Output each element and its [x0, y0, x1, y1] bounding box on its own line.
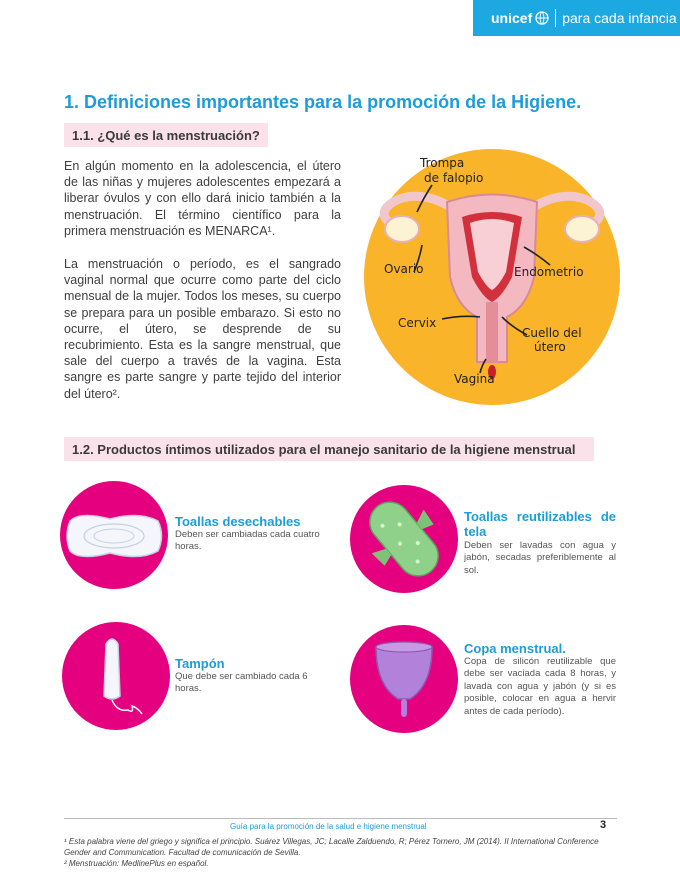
brand-name: unicef: [491, 10, 533, 26]
product-desc: Deben ser lavadas con agua y jabón, secadas preferiblemente al sol.: [464, 540, 616, 576]
right-ovary: [565, 216, 599, 242]
banner-separator: [555, 9, 556, 27]
label-endometrio: Endometrio: [514, 265, 584, 279]
disposable-pad-image: [60, 481, 168, 589]
page-number: 3: [600, 819, 607, 831]
tampon-icon: [62, 622, 170, 730]
footnotes: [64, 836, 620, 869]
uterus-diagram: [362, 147, 622, 407]
product-title: Copa menstrual.: [464, 641, 566, 656]
footnote-2: ² Menstruación: MedlinePlus en español.: [64, 859, 209, 868]
tagline: para cada infancia: [562, 10, 677, 26]
pad-icon: [60, 481, 168, 589]
tampon-image: [62, 622, 170, 730]
subsection-title: 1.2. Productos íntimos utilizados para el manejo sanitario de la higiene menstrual: [72, 441, 576, 457]
product-desc: Copa de silicón reutilizable que debe ser vaciada cada 8 horas, y lavada con agua y jabón (y si es posible, colocar en agua a hervir antes de cada período).: [464, 656, 616, 717]
unicef-logo: [491, 10, 549, 26]
product-title: Toallas reutilizables de tela: [464, 509, 616, 539]
paragraph-2: La menstruación o período, es el sangrado vaginal normal que ocurre como parte del ciclo mensual de la mujer. Todos los meses, su cuerpo se prepara para un posible embarazo. Si esto no ocurre, el útero, se desprende de su recubrimiento. Esta es la sangre menstrual, que sale del cuerpo a través de la vagina. Esta sangre es parte sangre y parte tejido del interior del útero².: [64, 257, 341, 401]
reusable-pad-image: [350, 485, 458, 593]
label-cuello-2: útero: [534, 340, 566, 354]
unicef-banner: [473, 0, 680, 36]
subsection-header-menstruacion: [64, 123, 268, 147]
footer-divider: [64, 818, 617, 819]
menstrual-cup-image: [350, 625, 458, 733]
label-cervix: Cervix: [398, 316, 437, 330]
subsection-title: 1.1. ¿Qué es la menstruación?: [72, 127, 260, 143]
product-title: Toallas desechables: [175, 514, 301, 529]
cloth-pad-icon: [350, 485, 458, 593]
left-ovary: [385, 216, 419, 242]
label-cuello-1: Cuello del: [522, 326, 582, 340]
cup-icon: [350, 625, 458, 733]
product-desc: Deben ser cambiadas cada cuatro horas.: [175, 529, 320, 553]
label-trompa-2: de falopio: [424, 171, 484, 185]
cervical-canal: [486, 302, 498, 362]
label-vagina: Vagina: [454, 372, 495, 386]
product-desc: Que debe ser cambiado cada 6 horas.: [175, 671, 308, 695]
globe-icon: [535, 11, 549, 25]
paragraph-1: En algún momento en la adolescencia, el útero de las niñas y mujeres adolescentes empezará a liberar óvulos y con ello dará inicio también a la menstruación. El término científico para la primera menstruación es MENARCA¹.: [64, 159, 341, 238]
footnote-1: ¹ Esta palabra viene del griego y significa el principio. Suárez Villegas, JC; Lacalle Zalduendo, R; Pérez Tornero, JM (2014). II International Conference Gender and Communication. Facultad de comunicación de Sevilla.: [64, 837, 599, 857]
label-ovario: Ovario: [384, 262, 424, 276]
product-title: Tampón: [175, 656, 225, 671]
label-trompa-1: Trompa: [420, 156, 465, 170]
page-title: 1. Definiciones importantes para la promoción de la Higiene.: [64, 92, 582, 112]
subsection-header-productos: [64, 437, 594, 461]
footer-text: Guía para la promoción de la salud e higiene menstrual: [230, 822, 427, 831]
